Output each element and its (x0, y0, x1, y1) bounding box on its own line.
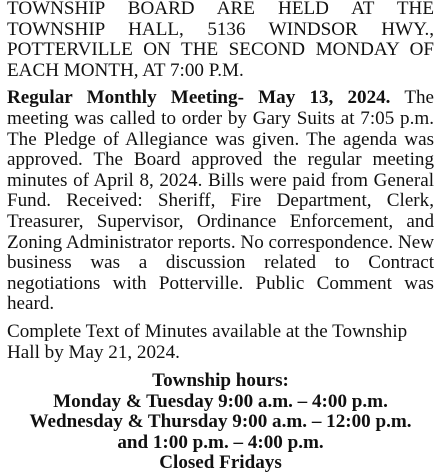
meeting-heading: Regular Monthly Meeting- May 13, 2024. (7, 87, 391, 109)
meeting-body: The meeting was called to order by Gary Suits at 7:05 p.m. The Pledge of Allegiance was given. The agenda was approved. The Board approved the regular meeting minutes of April 8, 2024. Bills were paid from General Fund. Received: Sheriff, Fire Department, Clerk, Treasurer, Supervisor, Ordinance Enforcement, and Zoning Administrator reports. No correspondence. New business was a discussion related to Contract negotiations with Potterville. Public Comment was heard. (7, 87, 434, 315)
meeting-summary-paragraph (7, 88, 434, 315)
hours-afternoon: and 1:00 p.m. – 4:00 p.m. (117, 431, 324, 453)
township-notice (7, 0, 434, 474)
hours-monday-tuesday: Monday & Tuesday 9:00 a.m. – 4:00 p.m. (53, 390, 388, 412)
hours-title: Township hours: (152, 370, 289, 392)
township-hours-block (7, 371, 434, 474)
hours-wednesday-thursday: Wednesday & Thursday 9:00 a.m. – 12:00 p.m. (29, 411, 412, 433)
minutes-availability-paragraph: Complete Text of Minutes available at the Township Hall by May 21, 2024. (7, 320, 408, 363)
meeting-schedule-paragraph: TOWNSHIP BOARD ARE HELD AT THE TOWNSHIP HALL, 5136 WINDSOR HWY., POTTERVILLE ON THE SECOND MONDAY OF EACH MONTH, AT 7:00 P.M. (7, 0, 434, 81)
hours-closed-fridays: Closed Fridays (159, 452, 282, 474)
